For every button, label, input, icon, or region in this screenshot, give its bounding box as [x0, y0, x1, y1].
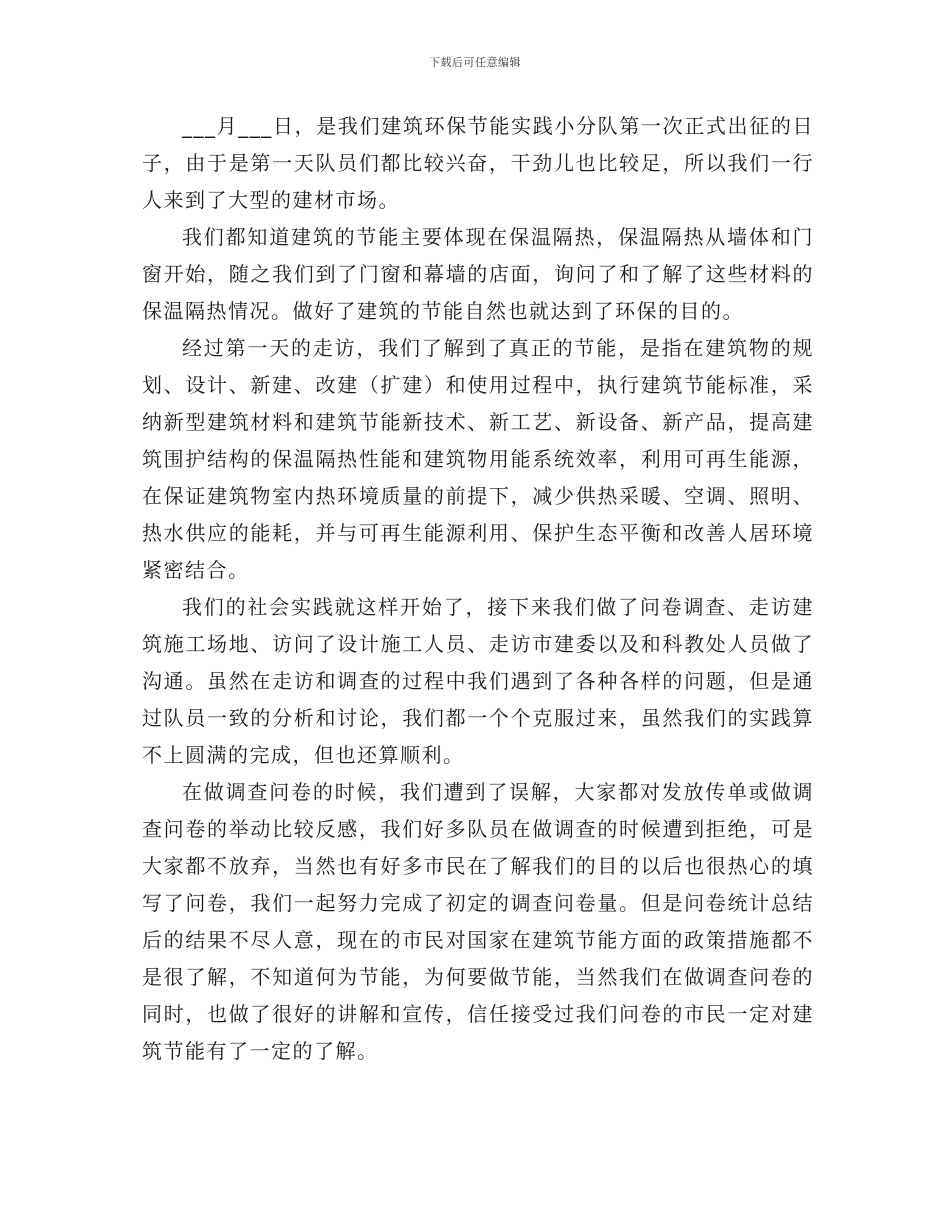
page-header-note: 下载后可任意编辑 — [429, 56, 521, 69]
paragraph-2: 我们都知道建筑的节能主要体现在保温隔热，保温隔热从墙体和门窗开始，随之我们到了门窗和幕墙的店面，询问了和了解了这些材料的保温隔热情况。做好了建筑的节能自然也就达到了环保的目的。 — [142, 225, 814, 323]
paragraph-1: ___月___日，是我们建筑环保节能实践小分队第一次正式出征的日子，由于是第一天队员们都比较兴奋，干劲儿也比较足，所以我们一行人来到了大型的建材市场。 — [142, 114, 814, 212]
paragraph-3: 经过第一天的走访，我们了解到了真正的节能，是指在建筑物的规划、设计、新建、改建（扩建）和使用过程中，执行建筑节能标准，采纳新型建筑材料和建筑节能新技术、新工艺、新设备、新产品，提高建筑围护结构的保温隔热性能和建筑物用能系统效率，利用可再生能源，在保证建筑物室内热环境质量的前提下，减少供热采暖、空调、照明、热水供应的能耗，并与可再生能源利用、保护生态平衡和改善人居环境紧密结合。 — [142, 336, 814, 582]
paragraph-5: 在做调查问卷的时候，我们遭到了误解，大家都对发放传单或做调查问卷的举动比较反感，我们好多队员在做调查的时候遭到拒绝，可是大家都不放弃，当然也有好多市民在了解我们的目的以后也很热心的填写了问卷，我们一起努力完成了初定的调查问卷量。但是问卷统计总结后的结果不尽人意，现在的市民对国家在建筑节能方面的政策措施都不是很了解，不知道何为节能，为何要做节能，当然我们在做调查问卷的同时，也做了很好的讲解和宣传，信任接受过我们问卷的市民一定对建筑节能有了一定的了解。 — [142, 780, 814, 1063]
document-body — [142, 108, 814, 1070]
paragraph-4: 我们的社会实践就这样开始了，接下来我们做了问卷调查、走访建筑施工场地、访问了设计施工人员、走访市建委以及和科教处人员做了沟通。虽然在走访和调查的过程中我们遇到了各种各样的问题，但是通过队员一致的分析和讨论，我们都一个个克服过来，虽然我们的实践算不上圆满的完成，但也还算顺利。 — [142, 595, 814, 767]
